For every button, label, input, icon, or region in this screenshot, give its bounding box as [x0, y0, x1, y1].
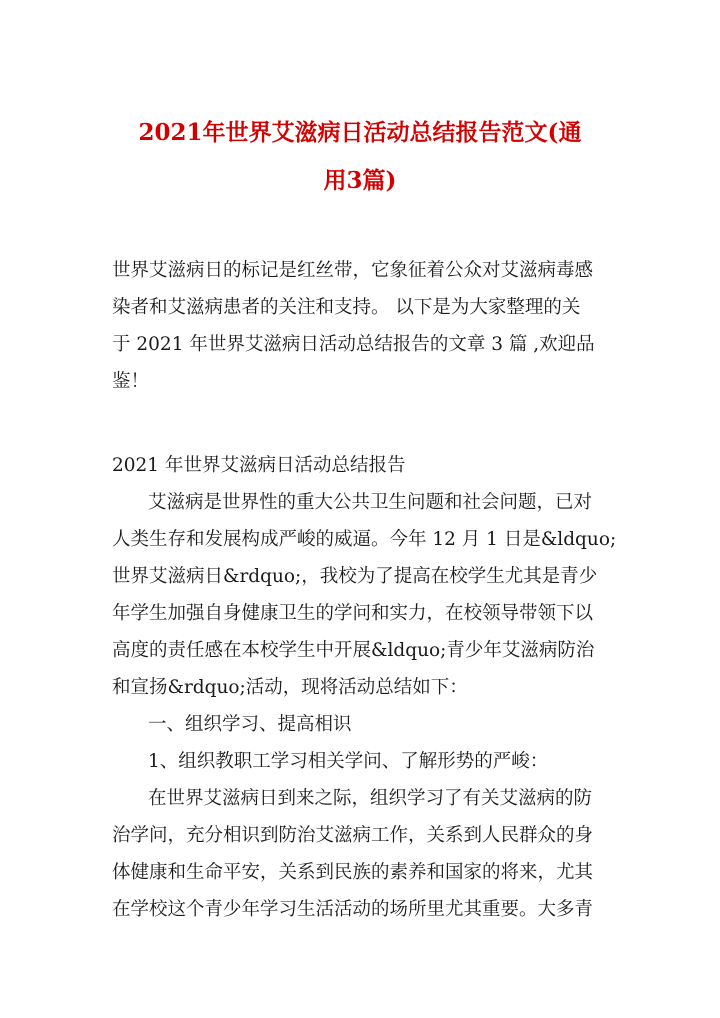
section-title: 2021 年世界艾滋病日活动总结报告 — [112, 455, 406, 476]
document-title-line-1: 2021年世界艾滋病日活动总结报告范文(通 — [138, 119, 582, 146]
body-line: 世界艾滋病日&rdquo;，我校为了提高在校学生尤其是青少 — [112, 566, 598, 587]
subheading: 1、组织教职工学习相关学问、了解形势的严峻： — [148, 751, 549, 772]
subheading: 一、组织学习、提高相识 — [148, 714, 352, 735]
intro-line: 染者和艾滋病患者的关注和支持。 以下是为大家整理的关 — [112, 297, 581, 318]
body-line: 在学校这个青少年学习生活活动的场所里尤其重要。大多青 — [112, 899, 594, 920]
body-line: 体健康和生命平安，关系到民族的素养和国家的将来，尤其 — [112, 862, 594, 883]
body-line: 人类生存和发展构成严峻的威逼。今年 12 月 1 日是&ldquo; — [112, 529, 617, 550]
intro-line: 世界艾滋病日的标记是红丝带，它象征着公众对艾滋病毒感 — [112, 260, 594, 281]
body-line: 高度的责任感在本校学生中开展&ldquo;青少年艾滋病防治 — [112, 640, 595, 661]
body-line: 艾滋病是世界性的重大公共卫生问题和社会问题，已对 — [148, 492, 593, 513]
intro-line: 于 2021 年世界艾滋病日活动总结报告的文章 3 篇 ,欢迎品 — [112, 334, 595, 355]
intro-line: 鉴！ — [112, 371, 150, 392]
body-line: 治学问，充分相识到防治艾滋病工作，关系到人民群众的身 — [112, 825, 594, 846]
document-title-line-2: 用3篇) — [323, 167, 397, 194]
body-line: 年学生加强自身健康卫生的学问和实力，在校领导带领下以 — [112, 603, 594, 624]
body-line: 在世界艾滋病日到来之际，组织学习了有关艾滋病的防 — [148, 788, 593, 809]
body-line: 和宣扬&rdquo;活动，现将活动总结如下： — [112, 677, 468, 698]
